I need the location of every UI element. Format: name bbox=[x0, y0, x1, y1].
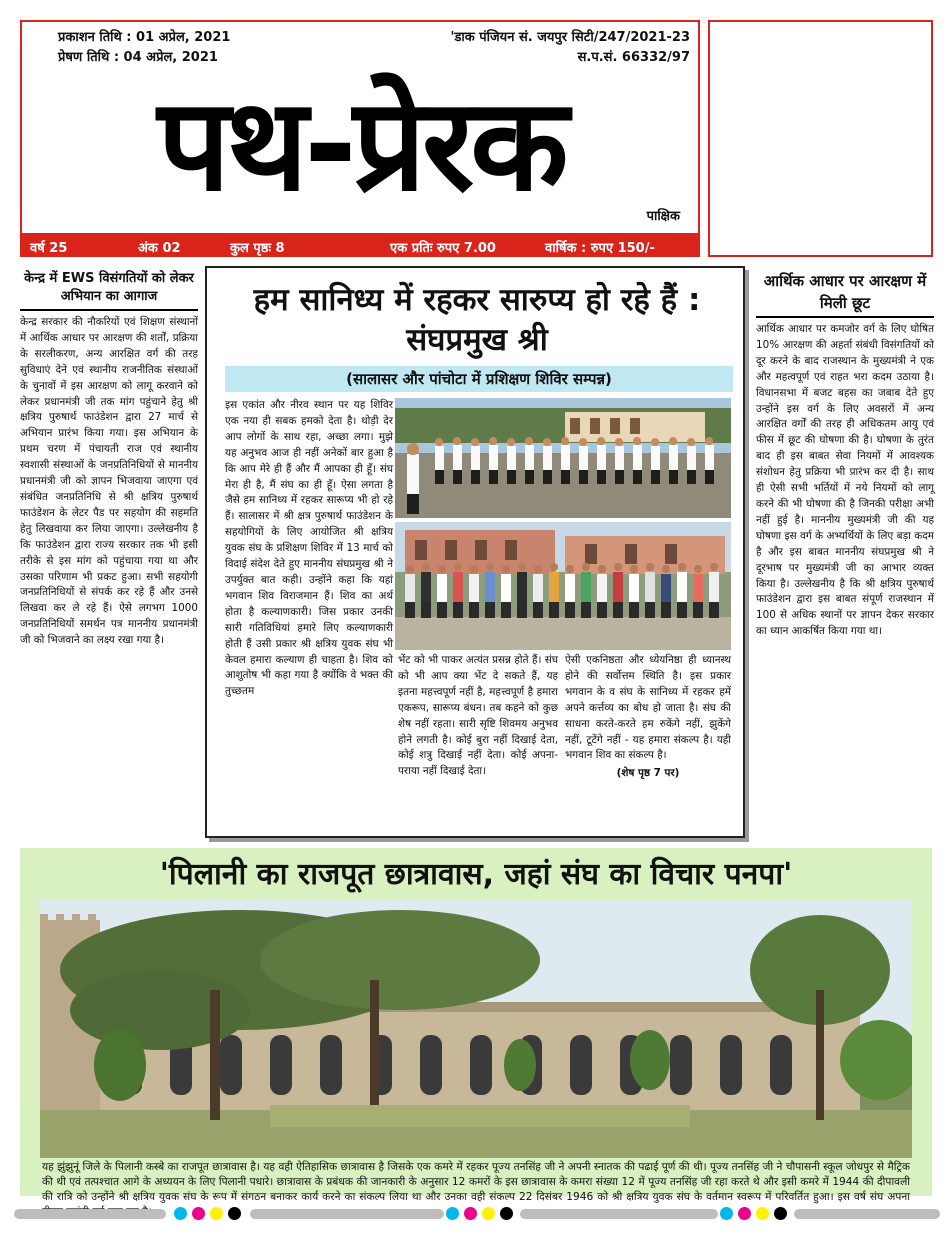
magenta-registration-dot bbox=[738, 1207, 751, 1220]
black-registration-dot bbox=[774, 1207, 787, 1220]
publish-date: प्रकाशन तिथि : 01 अप्रेल, 2021 bbox=[58, 30, 231, 45]
center-story-column-2: भेंट को भी पाकर अत्यंत प्रसन्न होते हैं। संघ को भी आप क्या भेंट दे सकते हैं, यह इतना महत्त्वपूर्ण नहीं है, महत्त्वपूर्ण है हमारा एकरूप, सारूप्य बंधन। तब कहने को कुछ शेष नहीं रहता। सारी सृष्टि शिवमय अनुभव होने लगती है। कोई बुरा नहीं दिखाई देता, कोई शत्रु दिखाई नहीं देता। कोई अपना-पराया नहीं दिखाई देता। bbox=[398, 654, 558, 778]
cyan-registration-dot bbox=[720, 1207, 733, 1220]
feature-block bbox=[20, 848, 932, 1203]
center-story-column-1: इस एकांत और नीरव स्थान पर यह शिविर एक नया ही सबक हमको देता है। थोड़ी देर आप लोगों के साथ रहा, अच्छा लगा। मुझे यह अनुभव आज ही नहीं अनेकों बार हुआ है कि आप मेरे ही हैं और मैं आपका ही हूँ। संघ मेरा ही है, मैं संघ का ही हूँ। ऐसा लगता है जैसे हम सानिध्य में रहकर सारूप्य भी हो रहे हैं। सालासर में श्री क्षत्र पुरुषार्थ फाउंडेशन के सहयोगियों के लिए आयोजित श्री क्षत्रिय युवक संघ के प्रशिक्षण शिविर में 13 मार्च को विदाई संदेश देते हुए माननीय संघप्रमुख श्री ने उपर्युक्त बात कही। उन्होंने कहा कि यहां भगवान शिव विराजमान हैं। शिव का अर्थ होता है कल्याणकारी। जिस प्रकार उनकी सारी गतिविधियां हमारे लिए कल्याणकारी होती हैं उसी प्रकार श्री क्षत्रिय युवक संघ भी केवल हमारा कल्याण ही चाहता है। शिव को आशुतोष भी कहा गया है क्योंकि वे भक्त की तुच्छतम bbox=[225, 399, 393, 698]
total-pages: कुल पृष्ठः 8 bbox=[230, 241, 285, 256]
single-copy-price: एक प्रतिः रुपए 7.00 bbox=[390, 241, 496, 256]
center-story-subhead: (सालासर और पांचोटा में प्रशिक्षण शिविर सम्पन्न) bbox=[225, 366, 733, 392]
registration-segment bbox=[250, 1209, 444, 1219]
continued-on-page-note: (शेष पृष्ठ 7 पर) bbox=[616, 767, 680, 780]
frequency-label: पाक्षिक bbox=[646, 209, 680, 224]
volume-year: वर्ष 25 bbox=[30, 241, 68, 256]
yellow-registration-dot bbox=[482, 1207, 495, 1220]
feature-headline: 'पिलानी का राजपूत छात्रावास, जहां संघ का विचार पनपा' bbox=[159, 857, 793, 892]
black-registration-dot bbox=[228, 1207, 241, 1220]
date-block bbox=[58, 28, 230, 68]
training-camp-photo-1 bbox=[395, 398, 731, 518]
magenta-registration-dot bbox=[464, 1207, 477, 1220]
training-camp-photo-2 bbox=[395, 522, 731, 650]
center-story-column-3-text: ऐसी एकनिष्ठता और ध्येयनिष्ठा ही ध्यानस्थ होने की सर्वोत्तम स्थिति है। इस प्रकार भगवान के व संघ के सानिध्य में रहकर हमें अपने कर्त्तव्य का बोध हो जाता है। संघ की साधना करते-करते हम रुकेंगे नहीं, झुकेंगे नहीं, टूटेंगे नहीं - यह हमारा संकल्प है। यही भगवान शिव का संकल्प है। bbox=[565, 654, 731, 762]
divider bbox=[756, 316, 934, 318]
registration-segment bbox=[794, 1209, 940, 1219]
print-registration-bar bbox=[14, 1206, 940, 1222]
info-bar bbox=[20, 235, 700, 257]
dispatch-date: प्रेषण तिथि : 04 अप्रेल, 2021 bbox=[58, 50, 218, 65]
left-story-headline: केन्द्र में EWS विसंगतियों को लेकर अभियान का आगाज bbox=[24, 271, 194, 304]
hostel-building-photo bbox=[40, 900, 912, 1158]
center-story-headline: हम सानिध्य में रहकर सारुप्य हो रहे हैं : संघप्रमुख श्री bbox=[253, 282, 701, 358]
black-registration-dot bbox=[500, 1207, 513, 1220]
masthead bbox=[20, 20, 700, 235]
magenta-registration-dot bbox=[192, 1207, 205, 1220]
issue-number: अंक 02 bbox=[138, 241, 181, 256]
address-stamp-box bbox=[708, 20, 933, 257]
newspaper-title: पथ-प्रेरक bbox=[157, 71, 565, 220]
annual-price: वार्षिक : रुपए 150/- bbox=[545, 241, 655, 256]
registration-segment bbox=[14, 1209, 166, 1219]
right-story-body: आर्थिक आधार पर कमजोर वर्ग के लिए घोषित 10% आरक्षण की अहर्ता संबंधी विसंगतियों को दूर करने के बाद राजस्थान के मुख्यमंत्री ने एक और महत्वपूर्ण एवं राहत भरा कदम उठाया है। विधानसभा में बजट बहस का जबाब देते हुए उन्होंने इस वर्ग के लिए अवसरों में अन्य आरक्षित वर्गों की तरह ही अधिकतम आयु एवं फीस में छूट की घोषणा की है। घोषणा के तुरंत बाद ही इस बाबत सेवा नियमों में आवश्यक संशोधन हेतु प्रक्रिया भी प्रारंभ कर दी है। साथ ही ऐसी सभी भर्तियों में नये नियमों को लागू करने की भी घोषणा की है जिनकी परीक्षा अभी नहीं हुई है। माननीय मुख्यमंत्री जी की यह घोषणा इस वर्ग के अभ्यर्थियों के लिए बड़ा कदम है और इस बाबत माननीय संघप्रमुख श्री ने दूरभाष पर मुख्यमंत्री जी का आभार व्यक्त किया है। उल्लेखनीय है कि श्री क्षत्रिय पुरुषार्थ फाउंडेशन द्वारा इस बाबत संपूर्ण राजस्थान में 100 से अधिक स्थानों पर ज्ञापन देकर सरकार का ध्यान आकर्षित किया गया था। bbox=[756, 323, 934, 638]
yellow-registration-dot bbox=[756, 1207, 769, 1220]
cyan-registration-dot bbox=[446, 1207, 459, 1220]
yellow-registration-dot bbox=[210, 1207, 223, 1220]
right-story bbox=[756, 270, 934, 640]
left-story-body: केन्द्र सरकार की नौकरियों एवं शिक्षण संस्थानों में आर्थिक आधार पर आरक्षण की शर्तों, प्रक्रिया के सरलीकरण, अन्य आरक्षित वर्ग की तरह सुविधाएं देने एवं स्थानीय राजनीतिक संस्थाओं के चुनावों में इस आरक्षण को लागू करवाने को लेकर प्रधानमंत्री जी तक मांग पहुंचाने हेतु श्री क्षत्रिय पुरुषार्थ फाउंडेशन द्वारा 27 मार्च से अभियान प्रारंभ किया गया। इस अभियान के प्रथम चरण में पंचायती राज एवं स्थानीय स्वशासी संस्थाओं के जनप्रतिनिधियों से माननीय प्रधानमंत्री जी को ज्ञापन भिजवाया जाएगा एवं संबंधित जनप्रतिनिधि से श्री क्षत्रिय पुरुषार्थ फाउंडेशन के लेटर पैड पर सहयोग की सहमति हेतु लिखवाया कर लिया जाएगा। उल्लेखनीय है कि फाउंडेशन द्वारा राज्य सरकार तक भी इसी तरीके से इस मांग को पहुंचाया गया था और उसका परिणाम भी प्रकट हुआ। सभी सहयोगी जनप्रतिनिधियों से संपर्क कर रहे हैं और उनसे लिखवा कर ले रहे हैं। ऐसे लगभग 1000 जनप्रतिनिधियों समर्थन पत्र माननीय प्रधानमंत्री जी को भिजवाने का लक्ष्य रखा गया है। bbox=[20, 316, 198, 647]
divider bbox=[20, 309, 198, 311]
center-story-column-3 bbox=[565, 653, 731, 782]
postal-registration: 'डाक पंजियन सं. जयपुर सिटी/247/2021-23 bbox=[450, 30, 690, 45]
registration-block bbox=[450, 28, 690, 68]
registration-segment bbox=[520, 1209, 718, 1219]
right-story-headline: आर्थिक आधार पर आरक्षण में मिली छूट bbox=[763, 272, 927, 312]
feature-photo-caption: यह झुंझुनूं जिले के पिलानी कस्बे का राजपूत छात्रावास है। यह वही ऐतिहासिक छात्रावास है जिसके एक कमरे में रहकर पूज्य तनसिंह जी ने अपनी स्नातक की पढाई पूर्ण की थी। पूज्य तनसिंह जी ने चौपासनी स्कूल जोधपुर से मैट्रिक की थी एवं तत्पश्चात आगे के अध्ययन के लिए पिलानी पधारे। छात्रावास के प्रबंधक की जानकारी के अनुसार 12 कमरों के इस छात्रावास के कमरा संख्या 12 में पूज्य तनसिंह जी रहा करते थे और इसी कमरे में 1944 की दीपावली की रात्रि को उन्होंने श्री क्षत्रिय युवक संघ के रूप में संगठन बनाकर कार्य करने का संकल्प लिया था और उनका वही संकल्प 22 दिसंबर 1946 को श्री क्षत्रिय युवक संघ के वर्तमान स्वरूप में परिवर्तित हुआ। इस वर्ष संघ अपना bbox=[42, 1161, 910, 1203]
cyan-registration-dot bbox=[174, 1207, 187, 1220]
left-story bbox=[20, 270, 198, 649]
center-story bbox=[205, 266, 745, 838]
rni-number: स.प.सं. 66332/97 bbox=[577, 50, 690, 65]
